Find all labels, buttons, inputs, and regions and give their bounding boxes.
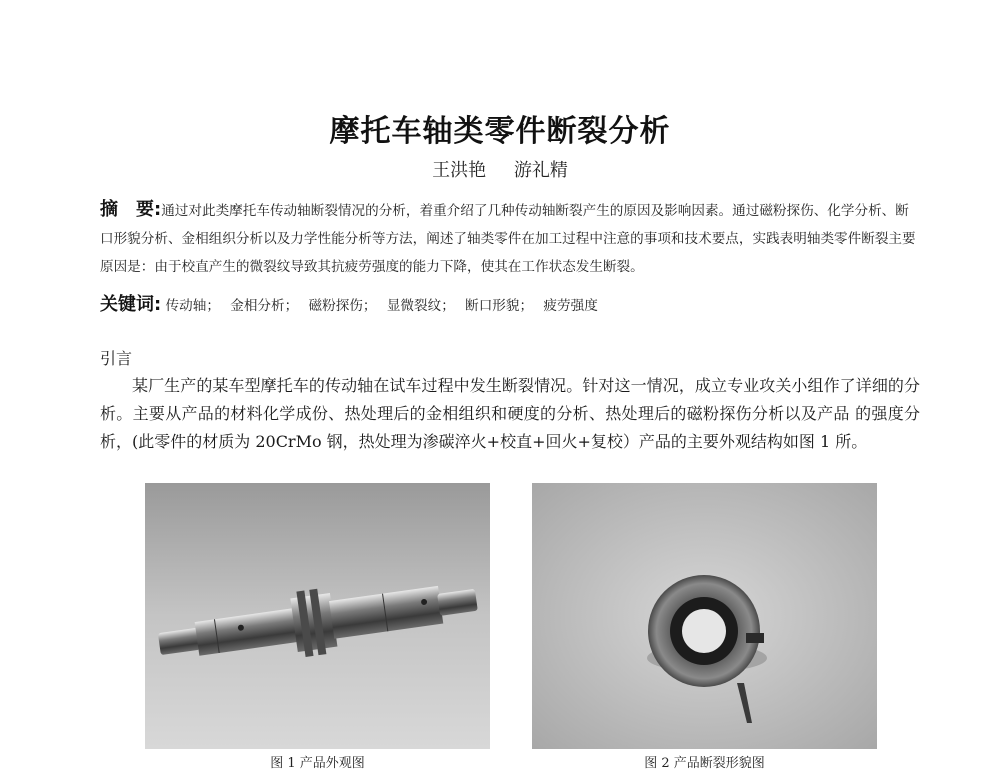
keyword: 磁粉探伤 [308,298,363,314]
keyword: 传动轴 [165,298,207,314]
author-list [0,156,1000,182]
abstract-text: 通过对此类摩托车传动轴断裂情况的分析，着重介绍了几种传动轴断裂产生的原因及影响因素。通过磁粉探伤、化学分析、断口形貌分析、金相组织分析以及力学性能分析等方法，阐述了轴类零件在加工过程中注意的事项和技术要点，实践表明轴类零件断裂主要原因是：由于校直产生的微裂纹导致其抗疲劳强度的能力下降，使其在工作状态发生断裂。 [100,203,916,275]
keyword: 显微裂纹 [386,298,442,314]
author-name: 王洪艳 [432,160,487,181]
paper-title: 摩托车轴类零件断裂分析 [329,114,671,149]
keyword: 断口形貌 [465,298,520,314]
keywords-label: 关键词: [100,294,162,315]
abstract-label: 摘 要: [100,199,162,220]
figure-caption: 图 2 产品断裂形貌图 [644,756,765,771]
abstract-block [100,196,920,281]
keyword: 金相分析 [230,298,285,314]
author-name: 游礼精 [513,160,568,181]
keyword: 疲劳强度 [543,298,598,314]
figure-fracture-photo [532,483,877,749]
figure-shaft-photo [145,483,490,749]
intro-paragraph: 某厂生产的某车型摩托车的传动轴在试车过程中发生断裂情况。针对这一情况，成立专业攻关小组作了详细的分析。主要从产品的材料化学成份、热处理后的金相组织和硬度的分析、热处理后的磁粉探伤分析以及产品 的强度分析，(此零件的材质为 20CrMo 钢，热处理为渗碳淬火+校直+回火+复校）产品的主要外观结构如图 1 所。 [100,376,920,451]
figure-caption: 图 1 产品外观图 [270,756,365,771]
section-heading: 引言 [100,349,133,368]
keywords-block: 关键词: 传动轴； 金相分析； 磁粉探伤； 显微裂纹； 断口形貌； 疲劳强度 [100,294,598,315]
